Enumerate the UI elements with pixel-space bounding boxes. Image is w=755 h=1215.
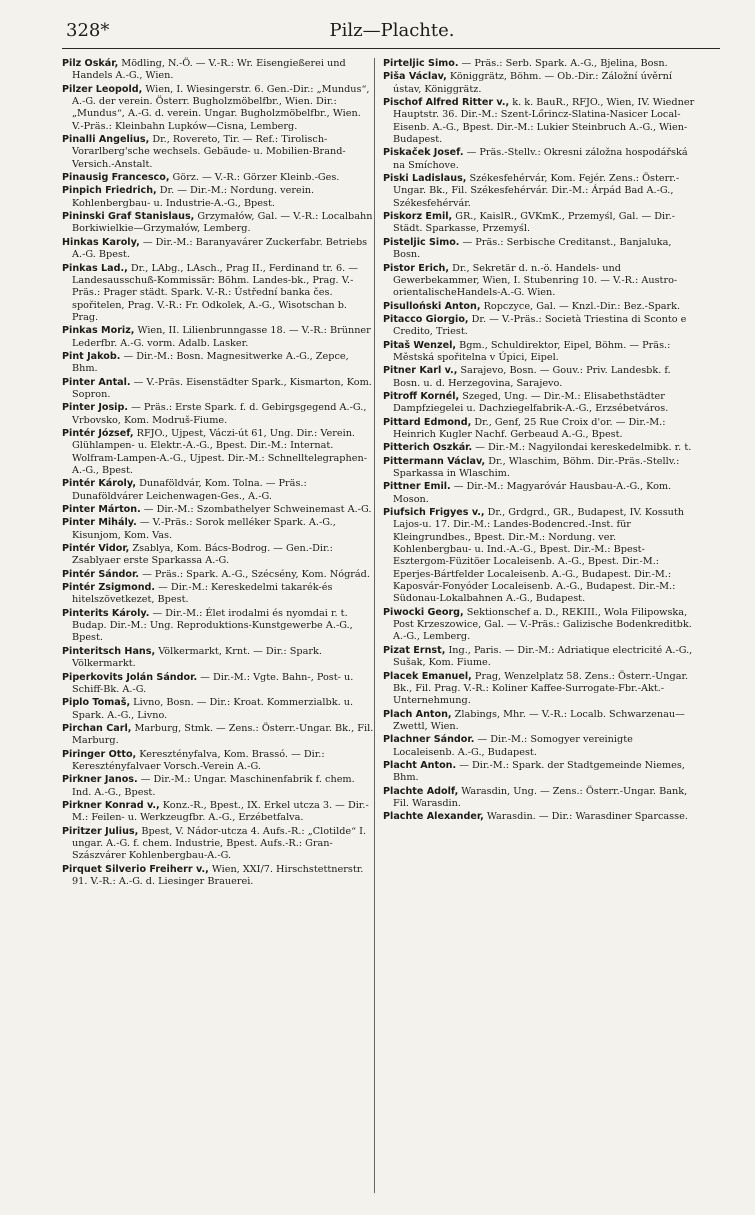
entry-details: — Präs.-Stellv.: Okresni záložna hospodářská na Smíchove. bbox=[393, 147, 688, 171]
directory-entry bbox=[383, 263, 695, 300]
entry-details: — V.-Präs. Eisenstädter Spark., Kismarton, Kom. Sopron. bbox=[72, 376, 372, 400]
entry-name: Piperkovits Jolán Sándor. bbox=[62, 671, 198, 683]
entry-name: Pisteljic Simo. bbox=[383, 236, 460, 248]
entry-details: Dunaföldvár, Kom. Tolna. — Präs.: Dunaföldvárer Leichenwagen-Ges., A.-G. bbox=[72, 478, 307, 502]
entry-details: Wien, II. Lilienbrunngasse 18. — V.-R.: Brünner Lederfbr. A.-G. vorm. Adalb. Lasker. bbox=[72, 325, 371, 349]
entry-name: Pilz Oskár, bbox=[62, 58, 119, 69]
directory-entry bbox=[383, 211, 695, 236]
entry-name: Pischof Alfred Ritter v., bbox=[383, 97, 510, 109]
directory-entry bbox=[383, 456, 695, 481]
directory-entry bbox=[383, 442, 695, 454]
entry-name: Pizat Ernst, bbox=[383, 644, 446, 656]
entry-name: Pintér József, bbox=[62, 427, 134, 439]
entry-name: Pittard Edmond, bbox=[383, 416, 472, 428]
entry-details: Dr. — Dir.-M.: Nordung. verein. Kohlenbergbau- u. Industrie-A.-G., Bpest. bbox=[72, 185, 315, 209]
entry-name: Pisulloński Anton, bbox=[383, 300, 481, 312]
entry-name: Pintér Zsigmond. bbox=[62, 582, 156, 594]
right-column bbox=[383, 58, 695, 825]
directory-entry bbox=[62, 608, 374, 645]
entry-details: — Dir.-M.: Élet irodalmi és nyomdai r. t. Budap. Dir.-M.: Ung. Reproduktions-Kunstgewerbe A.-G., Bpest. bbox=[72, 607, 353, 644]
entry-details: Dr., Sekretär d. n.-ö. Handels- und Gewerbekammer, Wien, I. Stubenring 10. — V.-R.: Austro-orientalischeHandels-A.-G. Wien. bbox=[393, 262, 678, 299]
entry-details: RFJO., Ujpest, Váczi-út 61, Ung. Dir.: Verein. Glühlampen- u. Elektr.-A.-G., Bpest. Dir.-M.: Internat. Wolfram-Lampen-A.-G., Ujpest. Dir.-M.: Schnelltelegraphen-A.-G., Bpest. bbox=[72, 427, 367, 476]
directory-entry bbox=[62, 749, 374, 774]
entry-name: Piplo Tomaš, bbox=[62, 697, 131, 709]
entry-details: Bpest, V. Nádor-utcza 4. Aufs.-R.: „Clotilde“ I. ungar. A.-G. f. chem. Industrie, Bpest. Aufs.-R.: Gran-Szászvárer Kohlenbergbau-A.-G. bbox=[72, 825, 367, 862]
directory-entry bbox=[62, 185, 374, 210]
entry-name: Pitterich Oszkár. bbox=[383, 442, 473, 454]
entry-name: Plachner Sándor. bbox=[383, 734, 475, 746]
directory-entry bbox=[383, 391, 695, 416]
entry-details: Dr., Grdgrd., GR., Budapest, IV. Kossuth Lajos-u. 17. Dir.-M.: Landes-Bodencred.-Inst. für Kleingrundbes., Bpest. Dir.-M.: Nordung. ver. Kohlenbergbau- u. Ind.-A.-G., Bpest. Dir.-M.: Bpest-Esztergom-Füzitöer Localeisenb. A.-G., Bpest. Dir.-M.: Eperjes-Bártfelder Localeisenb. A.-G., Budapest. Dir.-M.: Kaposvár-Fonyóder Localeisenb. A.-G., Budapest. Dir.-M.: Südonau-Lokalbahnen A.-G., Budapest. bbox=[393, 507, 685, 605]
directory-entry bbox=[383, 709, 695, 734]
directory-entry bbox=[383, 237, 695, 262]
directory-entry bbox=[383, 786, 695, 811]
directory-entry bbox=[62, 826, 374, 863]
directory-entry bbox=[383, 301, 695, 313]
entry-name: Pirchan Carl, bbox=[62, 722, 132, 734]
entry-details: — Präs.: Erste Spark. f. d. Gebirgsgegend A.-G., Vrbovsko, Kom. Modruš-Fiume. bbox=[72, 402, 367, 426]
entry-name: Piski Ladislaus, bbox=[383, 173, 467, 185]
entry-details: k. k. BauR., RFJO., Wien, IV. Wiedner Hauptstr. 36. Dir.-M.: Szent-Lőrincz-Slatina-Nasicer Local-Eisenb. A.-G., Bpest. Dir.-M.: Lukier Steinbruch A.-G., Wien-Budapest. bbox=[393, 97, 695, 146]
entry-details: Sektionschef a. D., REKIII., Wola Filipowska, Post Krzeszowice, Gal. — V.-Präs.: Galizische Bodenkreditbk. A.-G., Lemberg. bbox=[393, 606, 692, 643]
entry-details: Grzymałów, Gal. — V.-R.: Localbahn Borkiwielkie—Grzymałów, Lemberg. bbox=[72, 211, 373, 235]
directory-entry bbox=[62, 237, 374, 262]
entry-details: — Dir.-M.: Magyaróvár Hausbau-A.-G., Kom. Moson. bbox=[393, 481, 672, 505]
entry-name: Pintér Sándor. bbox=[62, 568, 139, 580]
entry-name: Pinter Antal. bbox=[62, 376, 131, 388]
directory-entry bbox=[383, 173, 695, 210]
entry-name: Pinter Josip. bbox=[62, 402, 128, 414]
directory-entry bbox=[62, 646, 374, 671]
directory-entry bbox=[62, 402, 374, 427]
entry-name: Pinausig Francesco, bbox=[62, 172, 170, 184]
entry-details: — Dir.-M.: Baranyavárer Zuckerfabr. Betriebs A.-G. Bpest. bbox=[72, 236, 368, 261]
page-number: 328* bbox=[66, 20, 110, 41]
entry-details: — Präs.: Serbische Creditanst., Banjaluka, Bosn. bbox=[393, 236, 672, 261]
entry-name: Placek Emanuel, bbox=[383, 670, 472, 682]
entry-details: Dr., Wlaschim, Böhm. Dir.-Präs.-Stellv.: Sparkassa in Wlaschim. bbox=[393, 455, 680, 479]
entry-details: Königgrätz, Böhm. — Ob.-Dir.: Záložní úvěrní ústav, Königgrätz. bbox=[393, 71, 673, 95]
directory-entry bbox=[383, 58, 695, 70]
entry-name: Pinkas Lad., bbox=[62, 262, 128, 274]
entry-name: Pistor Erich, bbox=[383, 262, 450, 274]
entry-details: — V.-Präs.: Sorok melléker Spark. A.-G., Kisunjom, Kom. Vas. bbox=[72, 517, 336, 541]
entry-details: Völkermarkt, Krnt. — Dir.: Spark. Völkermarkt. bbox=[72, 645, 322, 670]
directory-entry bbox=[62, 134, 374, 171]
entry-name: Placht Anton. bbox=[383, 759, 457, 771]
entry-details: Bgm., Schuldirektor, Eipel, Böhm. — Präs.: Městská spořitelna v Úpici, Eipel. bbox=[393, 339, 671, 363]
entry-name: Piskorz Emil, bbox=[383, 211, 453, 223]
entry-details: — Dir.-M.: Vgte. Bahn-, Post- u. Schiff-Bk. A.-G. bbox=[72, 671, 354, 695]
entry-name: Plachte Alexander, bbox=[383, 811, 484, 823]
entry-details: Székesfehérvár, Kom. Fejér. Zens.: Österr.-Ungar. Bk., Fil. Székesfehérvár. Dir.-M.: Árpád Bad A.-G., Székesfehérvár. bbox=[393, 173, 680, 209]
directory-entry bbox=[383, 607, 695, 644]
directory-entry bbox=[383, 811, 695, 823]
entry-details: Keresztényfalva, Kom. Brassó. — Dir.: Keresztényfalvaer Vorsch.-Verein A.-G. bbox=[72, 748, 325, 772]
entry-details: Görz. — V.-R.: Görzer Kleinb.-Ges. bbox=[169, 172, 340, 184]
entry-name: Pitacco Giorgio, bbox=[383, 313, 469, 325]
entry-name: Pinteritsch Hans, bbox=[62, 645, 156, 657]
directory-entry bbox=[383, 507, 695, 606]
directory-entry bbox=[383, 671, 695, 708]
directory-entry bbox=[62, 377, 374, 402]
directory-entry bbox=[62, 58, 374, 83]
entry-details: Wien, XXI/7. Hirschstettnerstr. 91. V.-R.: A.-G. d. Liesinger Brauerei. bbox=[72, 863, 364, 887]
directory-entry bbox=[62, 428, 374, 477]
entry-name: Pint Jakob. bbox=[62, 350, 121, 362]
entry-name: Pittermann Václav, bbox=[383, 455, 486, 467]
entry-name: Pitner Karl v., bbox=[383, 365, 458, 377]
entry-name: Plachte Adolf, bbox=[383, 785, 459, 797]
entry-name: Pintér Vidor, bbox=[62, 543, 130, 555]
entry-name: Pintér Károly, bbox=[62, 478, 136, 490]
entry-details: Livno, Bosn. — Dir.: Kroat. Kommerzialbk. u. Spark. A.-G., Livno. bbox=[72, 697, 354, 721]
entry-details: Konz.-R., Bpest., IX. Erkel utcza 3. — Dir.-M.: Feilen- u. Werkzeugfbr. A.-G., Erzébetfalva. bbox=[72, 799, 369, 824]
entry-name: Pirkner Konrad v., bbox=[62, 799, 160, 811]
entry-name: Pitaš Wenzel, bbox=[383, 339, 457, 351]
entry-details: Wien, I. Wiesingerstr. 6. Gen.-Dir.: „Mundus“, A.-G. der verein. Österr. Bugholzmöbelfbr., Wien. Dir.: „Mundus“, A.-G. d. verein. Ungar. Bugholzmöbelfbr., Wien. V.-Präs.: Kleinbahn Lupków—Cisna, Lemberg. bbox=[72, 83, 370, 132]
directory-entry bbox=[383, 645, 695, 670]
entry-name: Piritzer Julius, bbox=[62, 825, 139, 837]
entry-name: Piwocki Georg, bbox=[383, 606, 464, 618]
directory-entry bbox=[62, 543, 374, 568]
entry-name: Piša Václav, bbox=[383, 71, 447, 83]
directory-entry bbox=[383, 97, 695, 146]
page-header bbox=[66, 20, 718, 42]
entry-details: Zsablya, Kom. Bács-Bodrog. — Gen.-Dir.: Zsablyaer erste Sparkassa A.-G. bbox=[72, 543, 333, 567]
entry-details: Prag, Wenzelplatz 58. Zens.: Österr.-Ungar. Bk., Fil. Prag. V.-R.: Koliner Kaffee-Surrogate-Fbr.-Akt.-Unternehmung. bbox=[393, 670, 689, 707]
directory-entry bbox=[383, 417, 695, 442]
entry-details: — Dir.-M.: Bosn. Magnesitwerke A.-G., Zepce, Bhm. bbox=[72, 350, 349, 375]
entry-details: Mödling, N.-Ö. — V.-R.: Wr. Eisengießerei und Handels A.-G., Wien. bbox=[72, 58, 346, 82]
entry-details: Ing., Paris. — Dir.-M.: Adriatique electricité A.-G., Sušak, Kom. Fiume. bbox=[393, 644, 693, 669]
entry-details: — Dir.-M.: Kereskedelmi takarék-és hitelszövetkezet, Bpest. bbox=[72, 582, 333, 606]
entry-details: — Präs.: Serb. Spark. A.-G., Bjelina, Bosn. bbox=[458, 58, 668, 69]
entry-name: Pinterits Károly. bbox=[62, 607, 150, 619]
entry-name: Pinalli Angelius, bbox=[62, 134, 150, 146]
entry-details: Dr., LAbg., LAsch., Prag II., Ferdinand tr. 6. — Landesausschuß-Kommissär: Böhm. Landes-bk., Prag. V.-Präs.: Prager städt. Spark. V.-R.: Ústřední banka čes. spořitelen, Prag. V.-R.: Fr. Odkolek, A.-G., Wisotschan b. Prag. bbox=[72, 262, 358, 323]
directory-entry bbox=[62, 800, 374, 825]
entry-details: Warasdin. — Dir.: Warasdiner Sparcasse. bbox=[483, 811, 688, 823]
entry-details: — Dir.-M.: Ungar. Maschinenfabrik f. chem. Ind. A.-G., Bpest. bbox=[72, 774, 355, 798]
directory-entry bbox=[62, 504, 374, 516]
entry-name: Plach Anton, bbox=[383, 708, 452, 720]
entry-name: Piringer Otto, bbox=[62, 748, 137, 760]
entry-name: Pirkner Janos. bbox=[62, 774, 138, 786]
entry-name: Piskaček Josef. bbox=[383, 147, 464, 159]
entry-details: GR., KaislR., GVKmK., Przemyśl, Gal. — Dir.- Städt. Sparkasse, Przemyśl. bbox=[393, 211, 676, 235]
entry-name: Pinter Mihály. bbox=[62, 517, 137, 529]
directory-entry bbox=[62, 672, 374, 697]
entry-name: Pinter Márton. bbox=[62, 504, 141, 516]
directory-entry bbox=[383, 71, 695, 96]
directory-entry bbox=[62, 774, 374, 799]
directory-entry bbox=[62, 478, 374, 503]
entry-details: Dr., Genf, 25 Rue Croix d'or. — Dir.-M.: Heinrich Kugler Nachf. Gerbeaud A.-G., Bpest. bbox=[393, 416, 666, 440]
entry-details: — Präs.: Spark. A.-G., Szécsény, Kom. Nógrád. bbox=[139, 568, 370, 580]
entry-details: Warasdin, Ung. — Zens.: Österr.-Ungar. Bank, Fil. Warasdin. bbox=[393, 785, 688, 809]
directory-entry bbox=[383, 314, 695, 339]
directory-entry bbox=[62, 263, 374, 325]
directory-entry bbox=[62, 697, 374, 722]
entry-details: — Dir.-M.: Somogyer vereinigte Localeisenb. A.-G., Budapest. bbox=[393, 734, 633, 758]
entry-name: Piufsich Frigyes v., bbox=[383, 507, 485, 519]
entry-name: Pinkas Moriz, bbox=[62, 325, 135, 337]
header-rule bbox=[62, 48, 720, 49]
directory-entry bbox=[383, 365, 695, 390]
entry-name: Hinkas Karoly, bbox=[62, 236, 140, 248]
directory-entry bbox=[383, 734, 695, 759]
directory-entry bbox=[383, 147, 695, 172]
directory-entry bbox=[62, 325, 374, 350]
directory-entry bbox=[62, 723, 374, 748]
entry-details: — Dir.-M.: Nagyilondai kereskedelmibk. r. t. bbox=[472, 442, 692, 454]
entry-details: Zlabings, Mhr. — V.-R.: Localb. Schwarzenau—Zwettl, Wien. bbox=[393, 708, 685, 732]
directory-entry bbox=[62, 172, 374, 184]
entry-details: Szeged, Ung. — Dir.-M.: Elisabethstädter Dampfziegelei u. Dachziegelfabrik-A.-G., Erzsébetváros. bbox=[393, 390, 669, 415]
entry-details: — Dir.-M.: Szombathelyer Schweinemast A.-G. bbox=[140, 504, 372, 516]
entry-details: Ropczyce, Gal. — Knzl.-Dir.: Bez.-Spark. bbox=[480, 300, 681, 312]
entry-details: Marburg, Stmk. — Zens.: Österr.-Ungar. Bk., Fil. Marburg. bbox=[72, 722, 374, 747]
page-title: Pilz—Plachte. bbox=[329, 20, 455, 41]
directory-entry bbox=[62, 864, 374, 889]
directory-entry bbox=[383, 481, 695, 506]
directory-entry bbox=[62, 569, 374, 581]
column-divider bbox=[374, 58, 375, 1193]
entry-name: Pirteljic Simo. bbox=[383, 58, 459, 69]
directory-entry bbox=[62, 351, 374, 376]
directory-entry bbox=[383, 340, 695, 365]
entry-name: Pitroff Kornél, bbox=[383, 390, 460, 402]
directory-entry bbox=[62, 582, 374, 607]
entry-name: Pininski Graf Stanislaus, bbox=[62, 211, 195, 223]
directory-entry bbox=[62, 517, 374, 542]
directory-entry bbox=[62, 84, 374, 133]
entry-name: Pirquet Silverio Freiherr v., bbox=[62, 863, 209, 875]
directory-entry bbox=[383, 760, 695, 785]
entry-name: Pinpich Friedrich, bbox=[62, 185, 157, 197]
entry-details: Sarajevo, Bosn. — Gouv.: Priv. Landesbk. f. Bosn. u. d. Herzegovina, Sarajevo. bbox=[393, 365, 671, 389]
entry-name: Pilzer Leopold, bbox=[62, 83, 143, 95]
entry-name: Pittner Emil. bbox=[383, 481, 451, 493]
left-column bbox=[62, 58, 374, 889]
entry-details: Dr., Rovereto, Tir. — Ref.: Tirolisch-Vorarlberg'sche wechsels. Gebäude- u. Mobilien-Brand-Versich.-Anstalt. bbox=[72, 134, 346, 170]
entry-details: Dr. — V.-Präs.: Società Triestina di Sconto e Credito, Triest. bbox=[393, 313, 687, 338]
directory-entry bbox=[62, 211, 374, 236]
entry-details: — Dir.-M.: Spark. der Stadtgemeinde Niemes, Bhm. bbox=[393, 759, 685, 784]
